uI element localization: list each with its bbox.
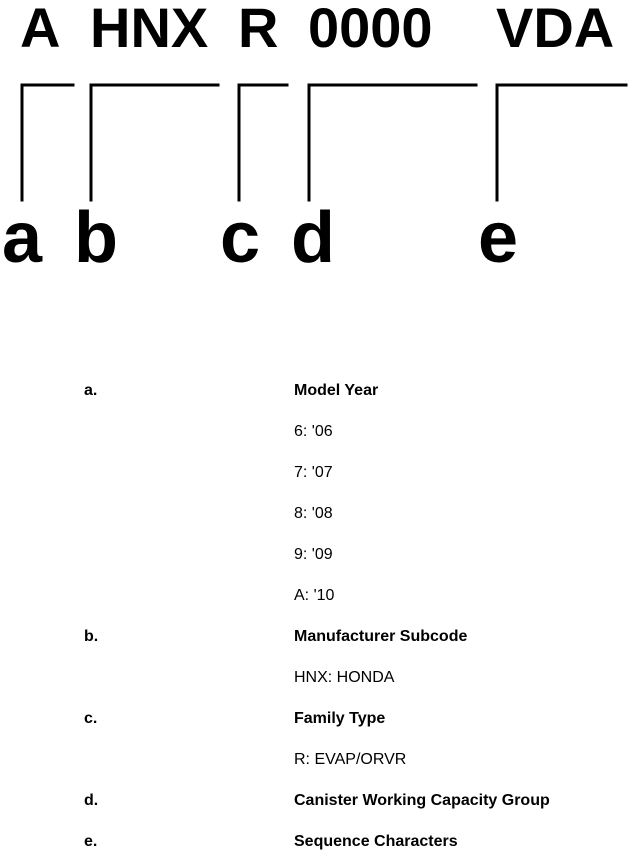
legend-value: HNX: HONDA — [294, 669, 395, 686]
callout-letter-a: a — [2, 198, 43, 278]
legend-letter: b. — [84, 628, 99, 645]
legend-row-e — [0, 823, 640, 864]
legend-letter: d. — [84, 792, 99, 809]
legend-value-row — [0, 454, 640, 495]
legend-row-a — [0, 372, 640, 413]
legend-title: Model Year — [294, 382, 379, 399]
legend-row-d — [0, 782, 640, 823]
callout-letter-e: e — [478, 198, 519, 278]
code-diagram — [0, 0, 640, 290]
legend-value-row — [0, 413, 640, 454]
callout-letter-b: b — [74, 198, 118, 278]
legend-title: Canister Working Capacity Group — [294, 792, 550, 809]
legend-value-row — [0, 577, 640, 618]
bracket-line-b — [91, 85, 218, 200]
code-segment-e: VDA — [496, 0, 615, 59]
legend-letter: a. — [84, 382, 98, 399]
legend-value-row — [0, 741, 640, 782]
legend-letter: c. — [84, 710, 98, 727]
code-segment-d: 0000 — [308, 0, 433, 59]
legend-list — [0, 372, 640, 864]
bracket-line-a — [22, 85, 73, 200]
legend-row-b — [0, 618, 640, 659]
legend-title: Manufacturer Subcode — [294, 628, 468, 645]
legend-value-row — [0, 495, 640, 536]
legend-value: 7: '07 — [294, 464, 333, 481]
bracket-line-e — [497, 85, 626, 200]
code-segment-c: R — [238, 0, 279, 59]
bracket-line-d — [309, 85, 476, 200]
legend-title: Family Type — [294, 710, 386, 727]
legend-row-c — [0, 700, 640, 741]
legend-value-row — [0, 659, 640, 700]
legend-value: 9: '09 — [294, 546, 333, 563]
legend-value: 8: '08 — [294, 505, 333, 522]
legend-value: R: EVAP/ORVR — [294, 751, 407, 768]
legend-value-row — [0, 536, 640, 577]
legend-value: A: '10 — [294, 587, 335, 604]
bracket-line-c — [239, 85, 287, 200]
callout-letter-d: d — [291, 198, 335, 278]
callout-letter-c: c — [220, 198, 261, 278]
legend-letter: e. — [84, 833, 98, 850]
legend-title: Sequence Characters — [294, 833, 458, 850]
code-segment-a: A — [20, 0, 61, 59]
code-segment-b: HNX — [90, 0, 209, 59]
legend-value: 6: '06 — [294, 423, 333, 440]
